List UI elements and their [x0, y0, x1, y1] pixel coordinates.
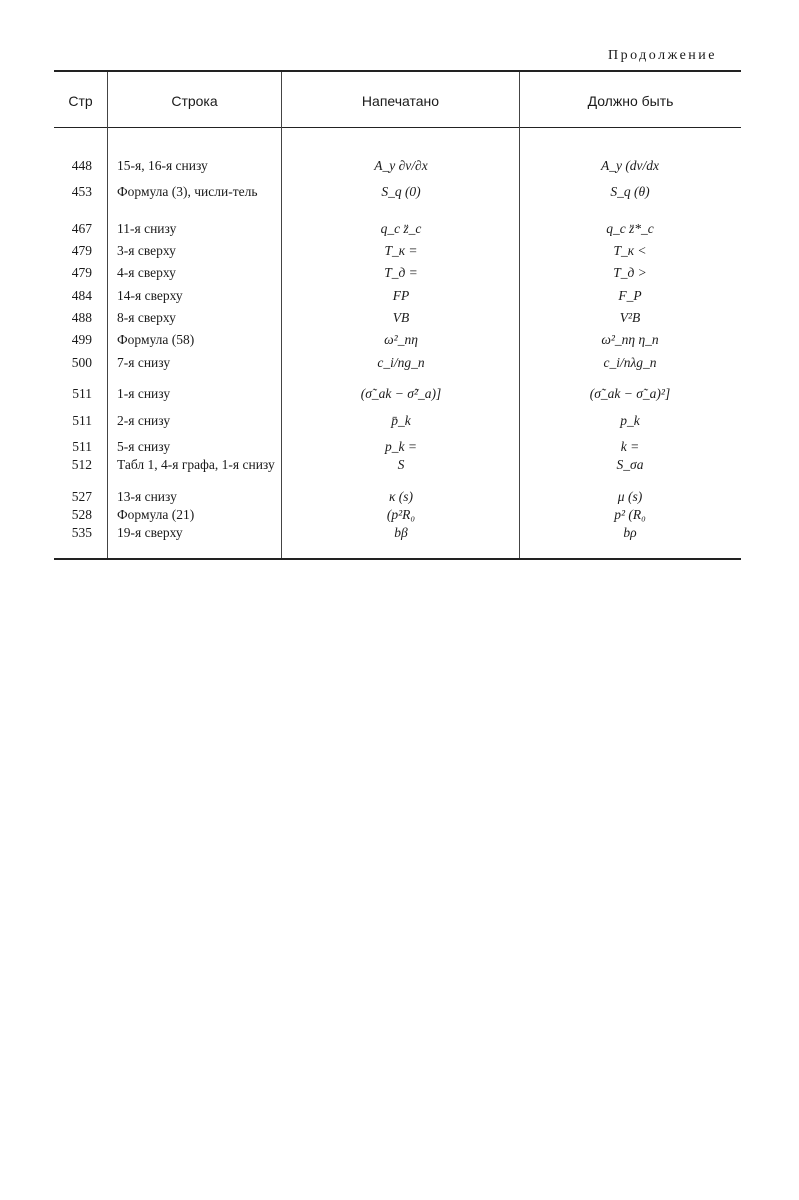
row-line-reference: Формула (21) — [117, 507, 195, 522]
row-printed-text: κ (s) — [388, 489, 414, 504]
table-bottom-rule — [54, 558, 741, 560]
row-printed-text: ω²_nη — [384, 332, 418, 347]
row-page-number: 499 — [71, 332, 92, 347]
row-line-reference: 14-я сверху — [117, 288, 183, 303]
row-correct-text: T_д > — [613, 265, 647, 280]
row-page-number: 535 — [71, 525, 92, 540]
row-line-reference: 3-я сверху — [117, 243, 176, 258]
row-correct-text: p² (R₀ — [614, 507, 646, 522]
row-page-number: 511 — [72, 413, 92, 428]
row-correct-text: ω²_nη η_n — [601, 332, 659, 347]
row-printed-text: FP — [392, 288, 410, 303]
page-heading: Продолжение — [607, 48, 717, 63]
row-correct-text: V²B — [619, 310, 641, 325]
row-printed-text: S — [397, 457, 405, 472]
column-divider — [107, 72, 108, 558]
table-top-rule — [54, 70, 741, 72]
row-line-reference: 13-я снизу — [117, 489, 177, 504]
row-correct-text: A_y (dv/dx — [600, 158, 660, 173]
row-correct-text: k = — [620, 439, 640, 454]
row-correct-text: (σ̃_ak − σ̃_a)²] — [589, 386, 671, 401]
row-line-reference: 4-я сверху — [117, 265, 176, 280]
row-page-number: 484 — [71, 288, 92, 303]
row-printed-text: q_c z̈_c — [380, 221, 422, 236]
row-correct-text: q_c z̈*_c — [606, 221, 654, 236]
row-correct-text: S_σa — [616, 457, 644, 472]
row-line-reference: 11-я снизу — [117, 221, 177, 236]
row-page-number: 500 — [71, 355, 92, 370]
row-printed-text: S_q (0) — [381, 184, 421, 199]
column-divider — [281, 72, 282, 558]
column-header-correct: Должно быть — [587, 93, 674, 109]
row-page-number: 488 — [71, 310, 92, 325]
row-correct-text: μ (s) — [617, 489, 643, 504]
row-printed-text: p_k = — [385, 439, 417, 454]
row-line-reference: 5-я снизу — [117, 439, 171, 454]
table-header-rule — [54, 127, 741, 128]
row-page-number: 527 — [71, 489, 92, 504]
row-correct-text: F_P — [618, 288, 642, 303]
row-correct-text: T_к < — [613, 243, 647, 258]
row-line-reference: 15-я, 16-я снизу — [117, 158, 208, 173]
row-correct-text: p_k — [620, 413, 640, 428]
row-line-reference: 2-я снизу — [117, 413, 171, 428]
row-page-number: 467 — [71, 221, 92, 236]
row-page-number: 479 — [71, 243, 92, 258]
row-line-reference: 7-я снизу — [117, 355, 171, 370]
row-printed-text: (σ̃_ak − σ̃²_a)] — [360, 386, 442, 401]
row-page-number: 448 — [71, 158, 92, 173]
row-line-reference: Формула (58) — [117, 332, 195, 347]
row-page-number: 511 — [72, 386, 92, 401]
row-printed-text: bβ — [394, 525, 408, 540]
row-printed-text: VB — [392, 310, 410, 325]
row-line-reference: Табл 1, 4-я графа, 1-я снизу — [117, 457, 275, 472]
row-printed-text: (p²R₀ — [386, 507, 416, 522]
row-line-reference: 1-я снизу — [117, 386, 171, 401]
row-line-reference: 19-я сверху — [117, 525, 183, 540]
row-correct-text: c_i/nλg_n — [603, 355, 657, 370]
row-line-reference: 8-я сверху — [117, 310, 176, 325]
row-printed-text: T_к = — [384, 243, 418, 258]
row-page-number: 453 — [71, 184, 92, 199]
row-printed-text: p̄_k — [391, 413, 411, 428]
row-line-reference: Формула (3), числи-тель — [117, 184, 258, 199]
row-page-number: 512 — [71, 457, 92, 472]
row-correct-text: S_q (θ) — [610, 184, 650, 199]
row-correct-text: bρ — [623, 525, 637, 540]
row-printed-text: A_y ∂v/∂x — [374, 158, 428, 173]
column-header-line: Строка — [171, 93, 218, 109]
row-page-number: 511 — [72, 439, 92, 454]
column-header-page: Стр — [68, 93, 93, 109]
column-header-printed: Напечатано — [361, 93, 440, 109]
row-printed-text: T_д = — [384, 265, 418, 280]
row-page-number: 479 — [71, 265, 92, 280]
row-page-number: 528 — [71, 507, 92, 522]
row-printed-text: c_i/ng_n — [377, 355, 425, 370]
